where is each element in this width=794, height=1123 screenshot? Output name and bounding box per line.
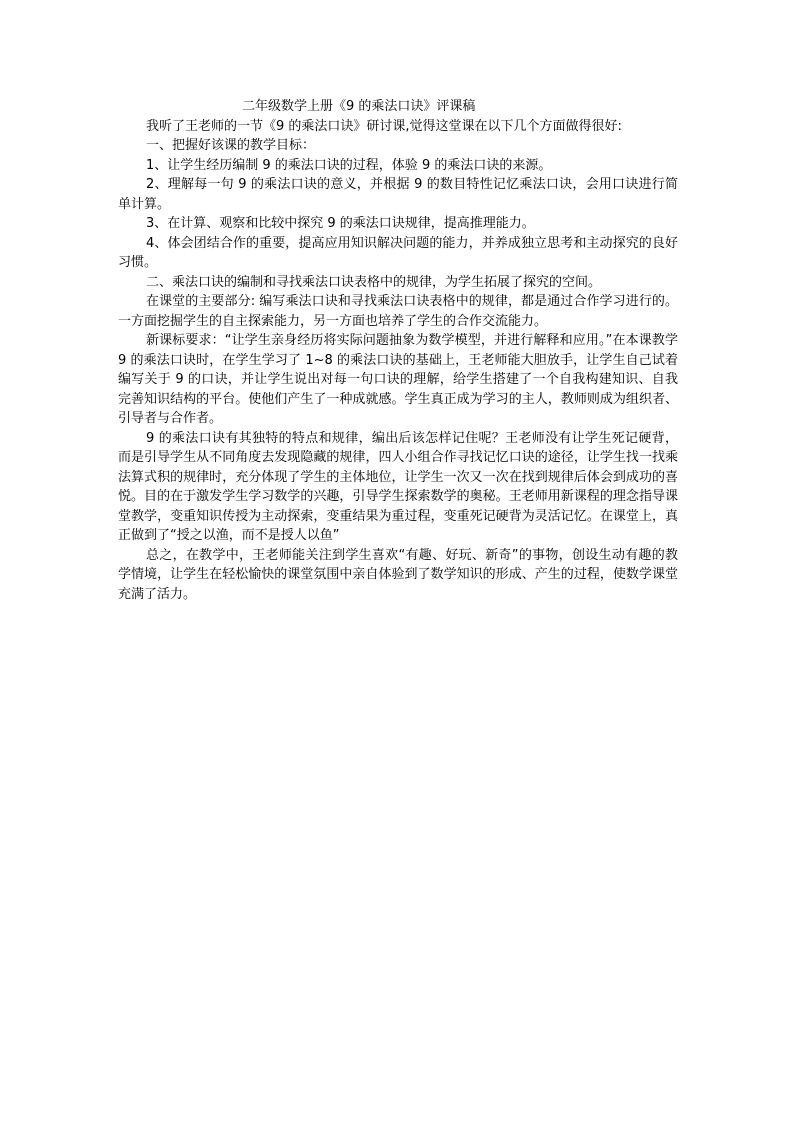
goal-item-2: 2、理解每一句 9 的乘法口诀的意义，并根据 9 的数目特性记忆乘法口诀，会用口诀进行简单计算。 [118,177,678,212]
document-body [118,97,678,604]
goal-item-3: 3、在计算、观察和比较中探究 9 的乘法口诀规律，提高推理能力。 [146,216,535,231]
paragraph-summary: 总之，在教学中，王老师能关注到学生喜欢“有趣、好玩、新奇”的事物，创设生动有趣的教学情境，让学生在轻松愉快的课堂氛围中亲自体验到了数学知识的形成、产生的过程，使数学课堂充满了活力。 [118,547,678,602]
paragraph-classroom: 在课堂的主要部分: 编写乘法口诀和寻找乘法口诀表格中的规律，都是通过合作学习进行的。一方面挖掘学生的自主探索能力，另一方面也培养了学生的合作交流能力。 [118,294,678,329]
paragraph-curriculum: 新课标要求：“让学生亲身经历将实际问题抽象为数学模型，并进行解释和应用。”在本课教学 9 的乘法口诀时，在学生学习了 1~8 的乘法口诀的基础上，王老师能大胆放手，让学生自己试着编写关于 9 的口诀，并让学生说出对每一句口诀的理解，给学生搭建了一个自我构建知识、自我完善知识结构的平台。使他们产生了一种成就感。学生真正成为学习的主人，教师则成为组织者、引导者与合作者。 [118,333,678,426]
paragraph-intro: 我听了王老师的一节《9 的乘法口诀》研讨课,觉得这堂课在以下几个方面做得很好: [146,118,622,134]
document-title: 二年级数学上册《9 的乘法口诀》评课稿 [242,99,476,114]
goal-item-1: 1、让学生经历编制 9 的乘法口诀的过程，体验 9 的乘法口诀的来源。 [146,157,552,173]
section-heading-2: 二、乘法口诀的编制和寻找乘法口诀表格中的规律，为学生拓展了探究的空间。 [146,274,602,290]
goal-item-4: 4、体会团结合作的重要，提高应用知识解决问题的能力，并养成独立思考和主动探究的良好习惯。 [118,235,678,270]
paragraph-patterns: 9 的乘法口诀有其独特的特点和规律，编出后该怎样记住呢？王老师没有让学生死记硬背，而是引导学生从不同角度去发现隐藏的规律，四人小组合作寻找记忆口诀的途径，让学生找一找乘法算式积的规律时，充分体现了学生的主体地位，让学生一次又一次在找到规律后体会到成功的喜悦。目的在于激发学生学习数学的兴趣，引导学生探索数学的奥秘。王老师用新课程的理念指导课堂教学，变重知识传授为主动探索，变重结果为重过程，变重死记硬背为灵活记忆。在课堂上，真正做到了“授之以渔，而不是授人以鱼” [118,430,678,543]
section-heading-1: 一、把握好该课的教学目标： [146,138,316,153]
